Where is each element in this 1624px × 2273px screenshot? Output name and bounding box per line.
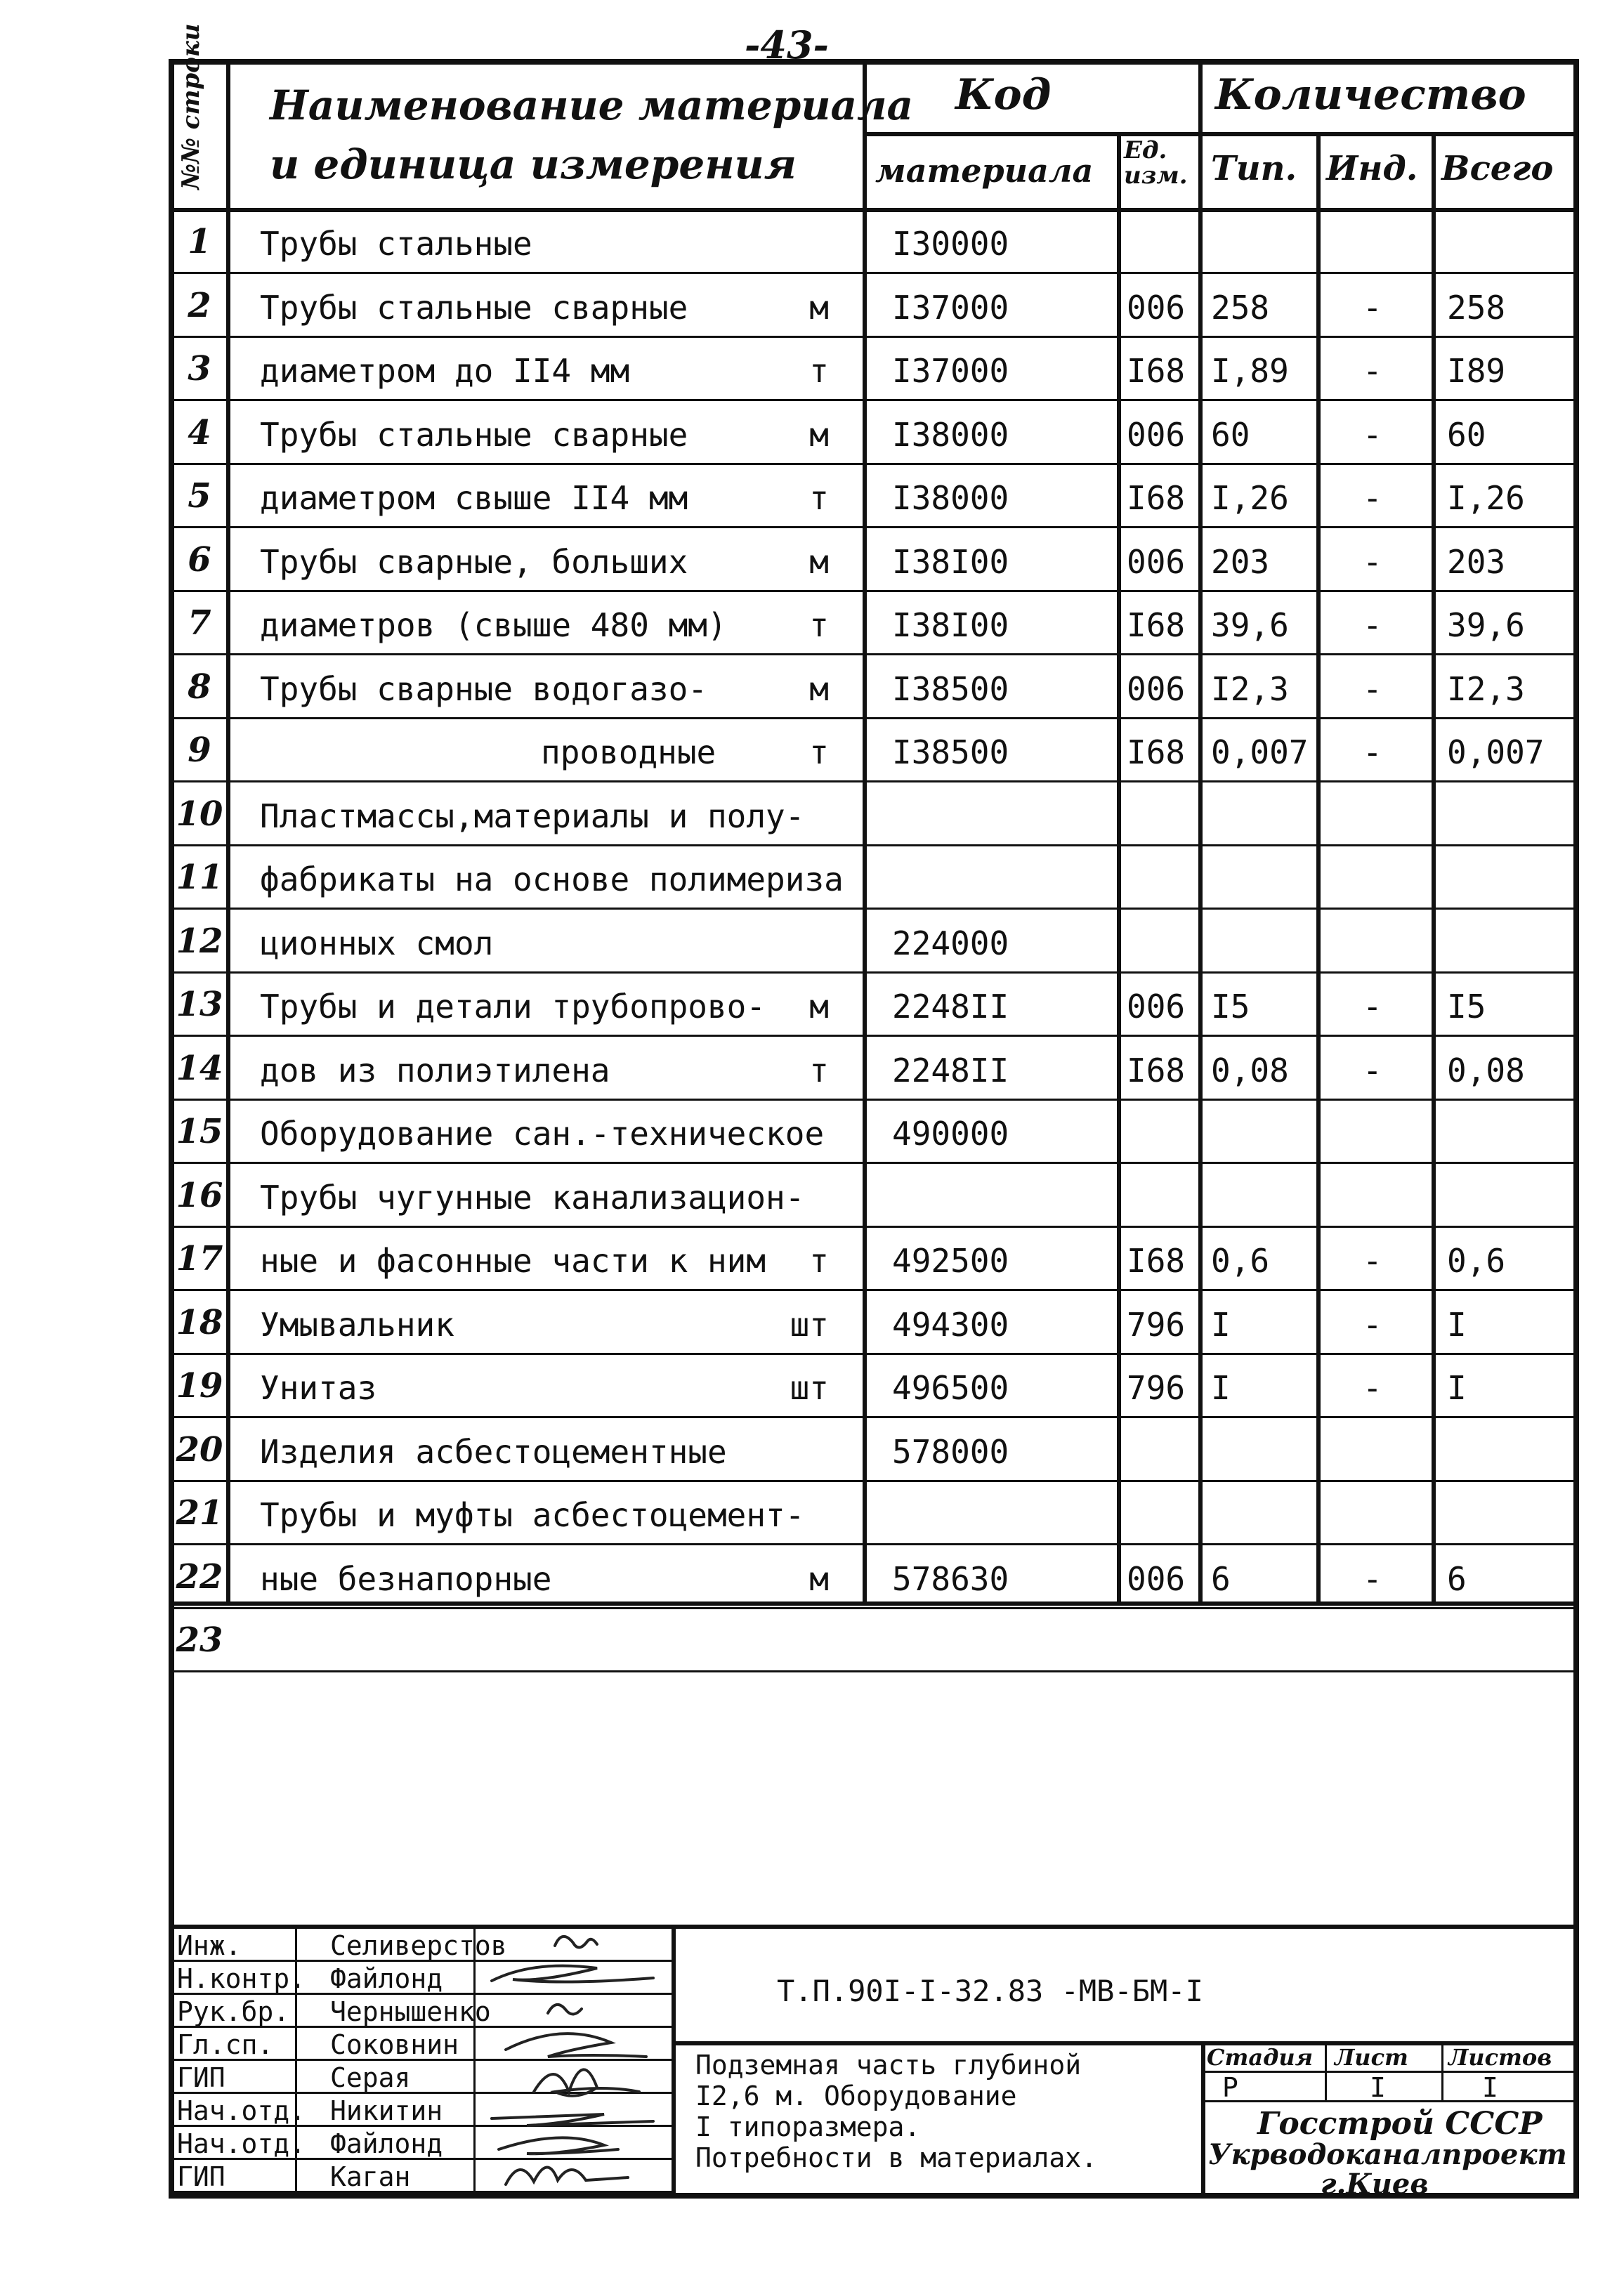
qty-ind: - xyxy=(1363,1560,1382,1598)
row-divider xyxy=(169,844,1579,846)
row-divider xyxy=(169,1480,1579,1482)
stamp-top-line xyxy=(169,1925,1579,1929)
qty-type: I5 xyxy=(1211,988,1250,1026)
material-code: I38500 xyxy=(892,670,1009,708)
row-divider xyxy=(169,653,1579,655)
material-code: 494300 xyxy=(892,1306,1009,1344)
stamp-person-name: Файлонд xyxy=(330,2128,443,2159)
stamp-person-name: Соковнин xyxy=(330,2029,459,2060)
row-number: 9 xyxy=(188,731,211,770)
material-unit: т xyxy=(809,606,829,644)
material-name: Трубы стальные xyxy=(260,225,532,263)
qty-type: I,89 xyxy=(1211,352,1289,390)
stamp-title-line3: I типоразмера. xyxy=(695,2111,921,2142)
unit-code: I68 xyxy=(1127,1052,1186,1089)
stamp-person-name: Селиверстов xyxy=(330,1930,507,1961)
stamp-role: ГИП xyxy=(177,2161,225,2192)
col-line-rowno xyxy=(226,59,230,1604)
header-bottom-line xyxy=(169,208,1579,212)
row-number: 6 xyxy=(188,540,211,579)
stamp-role: Нач.отд. xyxy=(177,2128,306,2159)
stamp-col-info xyxy=(1201,2041,1205,2199)
stamp-doc-code: Т.П.90I-I-32.83 -МВ-БМ-I xyxy=(777,1974,1203,2008)
row-number: 22 xyxy=(176,1557,223,1597)
row-divider xyxy=(169,1035,1579,1037)
material-name: Трубы и детали трубопрово- xyxy=(260,988,766,1026)
qty-total: 0,08 xyxy=(1447,1052,1525,1089)
table-bottom-line xyxy=(169,1601,1579,1606)
stamp-stage-label: Стадия xyxy=(1207,2044,1314,2071)
row-number: 7 xyxy=(188,603,211,643)
header-code: Код xyxy=(955,70,1052,119)
material-code: I38000 xyxy=(892,479,1009,517)
row-number: 2 xyxy=(188,286,211,325)
row-number: 18 xyxy=(176,1303,223,1342)
material-name: Оборудование сан.-техническое xyxy=(260,1115,825,1153)
row-divider xyxy=(169,1353,1579,1355)
qty-type: 0,6 xyxy=(1211,1242,1270,1280)
row-number: 16 xyxy=(176,1176,223,1215)
row-divider xyxy=(169,1162,1579,1164)
qty-type: 60 xyxy=(1211,416,1250,454)
stamp-info-col1 xyxy=(1325,2041,1327,2100)
row-number: 21 xyxy=(176,1493,223,1533)
qty-ind: - xyxy=(1363,670,1382,708)
material-code: I38000 xyxy=(892,416,1009,454)
material-name: Изделия асбестоцементные xyxy=(260,1433,727,1471)
stamp-role: ГИП xyxy=(177,2062,225,2093)
stamp-person-name: Серая xyxy=(330,2062,411,2093)
qty-total: I,26 xyxy=(1447,479,1525,517)
qty-total: I xyxy=(1447,1369,1467,1407)
row-number: 12 xyxy=(176,922,223,961)
stamp-info-line2 xyxy=(1201,2100,1579,2102)
row-divider xyxy=(169,717,1579,719)
qty-type: 203 xyxy=(1211,543,1270,581)
row-divider xyxy=(169,526,1579,528)
stamp-stage: Р xyxy=(1222,2072,1238,2103)
stamp-role: Рук.бр. xyxy=(177,1996,290,2027)
col-line-code xyxy=(1117,132,1121,1604)
unit-code: I68 xyxy=(1127,606,1186,644)
stamp-person-name: Никитин xyxy=(330,2095,443,2126)
unit-code: 796 xyxy=(1127,1306,1186,1344)
row-number: 3 xyxy=(188,349,211,388)
qty-ind: - xyxy=(1363,352,1382,390)
material-code: 490000 xyxy=(892,1115,1009,1153)
row-divider xyxy=(169,1099,1579,1101)
stamp-title-line2: I2,6 м. Оборудование xyxy=(695,2081,1017,2111)
material-unit: т xyxy=(809,352,829,390)
material-name: диаметром свыше II4 мм xyxy=(260,479,688,517)
qty-ind: - xyxy=(1363,1369,1382,1407)
row-number: 23 xyxy=(176,1620,223,1660)
row-number: 13 xyxy=(176,985,223,1024)
material-code: I37000 xyxy=(892,289,1009,327)
stamp-role: Н.контр. xyxy=(177,1963,306,1994)
header-qty-total: Всего xyxy=(1441,149,1554,188)
unit-code: 006 xyxy=(1127,416,1186,454)
stamp-sheets: I xyxy=(1482,2072,1498,2103)
material-unit: шт xyxy=(790,1306,829,1344)
row-divider xyxy=(169,908,1579,910)
col-line-unit xyxy=(1198,59,1203,1604)
stamp-info-line1 xyxy=(1201,2071,1579,2073)
qty-total: I xyxy=(1447,1306,1467,1344)
unit-code: I68 xyxy=(1127,733,1186,771)
qty-ind: - xyxy=(1363,733,1382,771)
stamp-sheet-label: Лист xyxy=(1335,2044,1408,2071)
col-line-typ xyxy=(1316,132,1321,1604)
qty-total: 60 xyxy=(1447,416,1486,454)
material-name: Трубы стальные сварные xyxy=(260,289,688,327)
row-divider xyxy=(169,463,1579,465)
header-mid-line xyxy=(865,132,1579,136)
qty-type: 258 xyxy=(1211,289,1270,327)
row-number: 20 xyxy=(176,1430,223,1469)
unit-code: 006 xyxy=(1127,543,1186,581)
row-number: 1 xyxy=(188,222,211,261)
material-name: Умывальник xyxy=(260,1306,454,1344)
unit-code: 006 xyxy=(1127,988,1186,1026)
material-unit: т xyxy=(809,1052,829,1089)
material-name: проводные xyxy=(541,733,716,771)
qty-total: 203 xyxy=(1447,543,1506,581)
row-divider xyxy=(169,971,1579,974)
qty-type: 6 xyxy=(1211,1560,1231,1598)
stamp-person-name: Чернышенко xyxy=(330,1996,491,2027)
qty-type: 39,6 xyxy=(1211,606,1289,644)
material-name: диаметром до II4 мм xyxy=(260,352,630,390)
material-name: Трубы стальные сварные xyxy=(260,416,688,454)
stamp-role: Инж. xyxy=(177,1930,242,1961)
header-code-material: материала xyxy=(875,152,1094,190)
row-divider xyxy=(169,1226,1579,1228)
qty-ind: - xyxy=(1363,606,1382,644)
qty-total: 258 xyxy=(1447,289,1506,327)
unit-code: I68 xyxy=(1127,352,1186,390)
unit-code: 006 xyxy=(1127,289,1186,327)
material-unit: т xyxy=(809,1242,829,1280)
material-code: 496500 xyxy=(892,1369,1009,1407)
stamp-title-line1: Подземная часть глубиной xyxy=(695,2050,1082,2081)
header-code-unit: Ед. изм. xyxy=(1124,136,1188,190)
qty-type: I xyxy=(1211,1369,1231,1407)
qty-type: 0,08 xyxy=(1211,1052,1289,1089)
qty-ind: - xyxy=(1363,416,1382,454)
qty-total: I5 xyxy=(1447,988,1486,1026)
material-name: Пластмассы,материалы и полу- xyxy=(260,797,805,835)
row-number: 8 xyxy=(188,667,211,707)
material-name: ционных смол xyxy=(260,924,494,962)
material-code: 2248II xyxy=(892,1052,1009,1089)
qty-total: 39,6 xyxy=(1447,606,1525,644)
header-name-line1: Наименование материала xyxy=(270,81,914,129)
unit-code: 006 xyxy=(1127,670,1186,708)
row-number: 14 xyxy=(176,1049,223,1088)
qty-type: I xyxy=(1211,1306,1231,1344)
material-unit: м xyxy=(809,543,829,581)
unit-code: 006 xyxy=(1127,1560,1186,1598)
qty-ind: - xyxy=(1363,1052,1382,1089)
material-name: диаметров (свыше 480 мм) xyxy=(260,606,727,644)
row-divider xyxy=(169,780,1579,782)
material-unit: м xyxy=(809,416,829,454)
header-qty-ind: Инд. xyxy=(1326,149,1418,188)
row-number: 10 xyxy=(176,794,223,834)
material-unit: т xyxy=(809,733,829,771)
row-divider xyxy=(169,272,1579,274)
signatures-drawing xyxy=(478,1926,681,2199)
material-unit: м xyxy=(809,670,829,708)
row-divider xyxy=(169,1607,1579,1609)
material-name: фабрикаты на основе полимериза xyxy=(260,860,844,898)
material-code: 2248II xyxy=(892,988,1009,1026)
row-divider xyxy=(169,1670,1579,1672)
page-number: -43- xyxy=(745,22,829,67)
material-unit: т xyxy=(809,479,829,517)
stamp-title-line4: Потребности в материалах. xyxy=(695,2142,1097,2173)
row-number: 11 xyxy=(176,858,223,897)
material-code: I38I00 xyxy=(892,606,1009,644)
qty-ind: - xyxy=(1363,988,1382,1026)
header-row-no: №№ строки xyxy=(177,23,205,190)
row-divider xyxy=(169,1289,1579,1291)
stamp-role: Нач.отд. xyxy=(177,2095,306,2126)
col-line-ind xyxy=(1432,132,1436,1604)
stamp-org-line3: г.Киев xyxy=(1321,2168,1429,2201)
row-number: 15 xyxy=(176,1112,223,1151)
stamp-role: Гл.сп. xyxy=(177,2029,274,2060)
material-name: Трубы сварные водогазо- xyxy=(260,670,707,708)
unit-code: I68 xyxy=(1127,1242,1186,1280)
material-code: 224000 xyxy=(892,924,1009,962)
unit-code: 796 xyxy=(1127,1369,1186,1407)
row-number: 4 xyxy=(188,413,211,452)
material-unit: м xyxy=(809,988,829,1026)
material-unit: шт xyxy=(790,1369,829,1407)
qty-ind: - xyxy=(1363,1306,1382,1344)
row-divider xyxy=(169,336,1579,338)
material-name: Унитаз xyxy=(260,1369,377,1407)
material-code: 578630 xyxy=(892,1560,1009,1598)
material-code: I38500 xyxy=(892,733,1009,771)
row-divider xyxy=(169,399,1579,401)
material-code: I37000 xyxy=(892,352,1009,390)
row-divider xyxy=(169,1416,1579,1418)
qty-total: 0,6 xyxy=(1447,1242,1506,1280)
material-name: ные безнапорные xyxy=(260,1560,552,1598)
qty-type: 0,007 xyxy=(1211,733,1309,771)
row-number: 19 xyxy=(176,1366,223,1406)
qty-ind: - xyxy=(1363,479,1382,517)
qty-total: 0,007 xyxy=(1447,733,1545,771)
material-name: дов из полиэтилена xyxy=(260,1052,610,1089)
row-divider xyxy=(169,590,1579,592)
unit-code: I68 xyxy=(1127,479,1186,517)
material-name: Трубы сварные, больших xyxy=(260,543,688,581)
qty-ind: - xyxy=(1363,289,1382,327)
material-unit: м xyxy=(809,289,829,327)
col-line-name xyxy=(863,59,867,1604)
stamp-person-name: Файлонд xyxy=(330,1963,443,1994)
stamp-person-name: Каган xyxy=(330,2161,411,2192)
qty-total: 6 xyxy=(1447,1560,1467,1598)
material-code: I38I00 xyxy=(892,543,1009,581)
qty-total: I2,3 xyxy=(1447,670,1525,708)
qty-total: I89 xyxy=(1447,352,1506,390)
material-name: Трубы чугунные канализацион- xyxy=(260,1179,805,1217)
qty-ind: - xyxy=(1363,1242,1382,1280)
header-name-line2: и единица измерения xyxy=(270,140,797,188)
material-unit: м xyxy=(809,1560,829,1598)
header-qty-type: Тип. xyxy=(1211,149,1297,188)
header-quantity: Количество xyxy=(1215,70,1526,119)
stamp-org-line2: Укрводоканалпроект xyxy=(1208,2138,1567,2171)
stamp-org-line1: Госстрой СССР xyxy=(1257,2106,1543,2142)
material-code: I30000 xyxy=(892,225,1009,263)
row-divider xyxy=(169,1543,1579,1545)
material-name: ные и фасонные части к ним xyxy=(260,1242,766,1280)
material-name: Трубы и муфты асбестоцемент- xyxy=(260,1496,805,1534)
stamp-sheet: I xyxy=(1370,2072,1386,2103)
row-number: 17 xyxy=(176,1239,223,1278)
row-number: 5 xyxy=(188,476,211,516)
material-code: 492500 xyxy=(892,1242,1009,1280)
material-code: 578000 xyxy=(892,1433,1009,1471)
stamp-sheets-label: Листов xyxy=(1448,2044,1552,2071)
qty-type: I,26 xyxy=(1211,479,1289,517)
qty-type: I2,3 xyxy=(1211,670,1289,708)
qty-ind: - xyxy=(1363,543,1382,581)
stamp-info-col2 xyxy=(1441,2041,1443,2100)
